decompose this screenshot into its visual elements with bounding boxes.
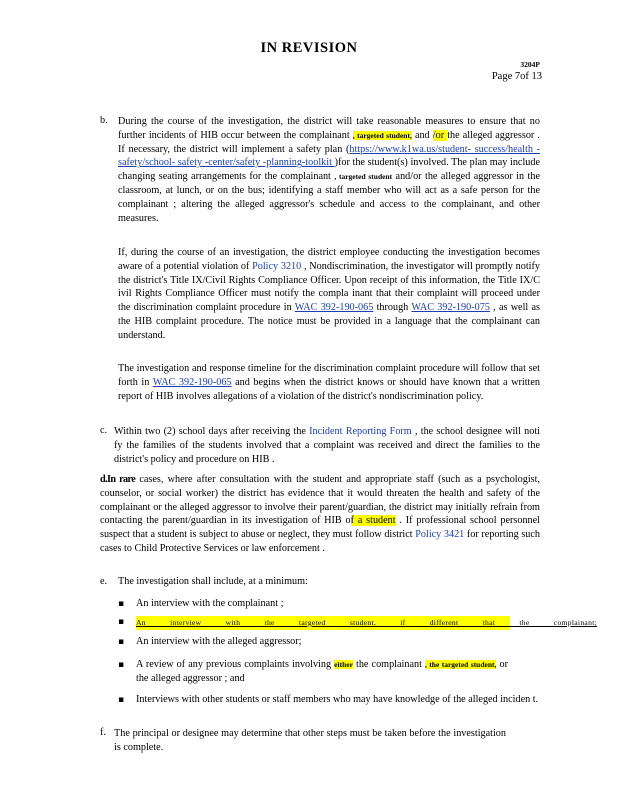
section-d-paragraph [100, 473, 540, 556]
d-text-3: for reporting such cases to Child Protective Services or law enforcement . [100, 529, 540, 554]
list-item-highlight-targeted-student: , the targeted student, [425, 660, 497, 669]
bullet-icon: ▪ [118, 660, 125, 670]
bullet-icon: ▪ [118, 599, 125, 609]
list-item [118, 597, 540, 612]
page-title: IN REVISION [260, 40, 358, 56]
list-item-text: or the alleged aggressor ; and [136, 659, 508, 684]
b2-text-4: , as well as the HIB complaint procedure. The notice must be provided in a language that the complainant can understand. [118, 302, 540, 341]
section-b-marker: b. [100, 115, 108, 126]
list-item-text: A review of any previous complaints involving [136, 659, 335, 670]
b-highlight-targeted-student: , targeted student, [352, 130, 412, 140]
d-highlight-of-a-student: f a student [350, 515, 396, 527]
bullet-icon: ▪ [118, 695, 125, 705]
procedure-code: 3204P [520, 60, 540, 69]
b-text-5: and/or the alleged aggressor in the classroom, at lunch, or on the bus; identifying a staff member who will act as a safe person for the complainant ; altering the alleged aggressor's schedule and access to the complainant, and other measures. [118, 171, 540, 224]
section-b-paragraph [118, 115, 540, 225]
list-item [118, 693, 540, 708]
c-text-1: Within two (2) school days after receiving the [114, 426, 310, 437]
b2-text-2: , Nondiscrimination, the investigator will promptly notify the district's Title IX/Civil Rights Compliance Officer. Upon receipt of this information, the Title IX/C ivil Rights Compliance Officer must notify the compla inant that their complaint will proceed under the discrimination complaint procedure in [118, 260, 540, 314]
b3-text-1: The investigation and response timeline for the discrimination complaint procedure will follow that set forth in [118, 363, 540, 388]
b2-text-3: through [373, 302, 412, 314]
section-e-marker: e. [100, 576, 108, 587]
d-text-1: cases, where after consultation with the student and appropriate staff (such as a psychologist, counselor, or social worker) the district has evidence that it would threaten the health and safety of the complainant or the alleged aggressor to involve their parent/guardian, the district may initially refrain from contacting the parent/guardian in its investigation of HIB o [100, 474, 540, 527]
section-e-intro: The investigation shall include, at a minimum: [118, 576, 308, 587]
b-text-3: the alleged aggressor . If necessary, the district will implement a safety plan ( [118, 129, 540, 155]
list-item [118, 635, 540, 650]
b2-text-1: If, during the course of an investigation, the district employee conducting the investigation becomes aware of a potential violation of [118, 247, 540, 272]
section-b-paragraph-3 [118, 362, 540, 403]
safety-planning-toolkit-link[interactable]: https://www.k1wa.us/student- success/health -safety/school- safety -center/safety -planning-toolkit [118, 143, 541, 169]
b3-text-2: and begins when the district knows or should have known that a written report of HIB involves allegations of a violation of the district's nondiscrimination policy. [118, 376, 540, 402]
b-targeted-student: , targeted student [334, 172, 393, 182]
bullet-icon: ▪ [118, 617, 125, 627]
wac-392-190-065-link[interactable]: WAC 392-190-065 [294, 302, 374, 314]
section-f-paragraph: The principal or designee may determine that other steps must be taken before the investigation is complete. [114, 728, 506, 753]
policy-3421-link[interactable]: Policy 3421 [415, 529, 465, 541]
section-f-marker: f. [100, 727, 106, 738]
b-text-2: and [411, 129, 433, 141]
c-text-2: , the school designee will noti fy the families of the students involved that a complaint was received and direct the families to the district's policy and procedure on HIB . [114, 426, 541, 465]
d-text-2: . If professional school personnel suspect that a student is subject to abuse or neglect, they must follow district [100, 515, 541, 541]
wac-392-190-065-link-2[interactable]: WAC 392-190-065 [152, 376, 232, 388]
policy-3210-link[interactable]: Policy 3210 [252, 260, 302, 272]
list-item-text: the complainant [352, 659, 425, 670]
section-c-marker: c. [100, 425, 108, 436]
list-item-text: An interview with the complainant ; [136, 598, 284, 609]
b-text-4: )for the student(s) involved. The plan may include changing seating arrangements for the complainant [118, 157, 540, 183]
list-item [118, 658, 508, 684]
list-item-highlight-either: either [334, 660, 353, 669]
page-number: Page 7of 13 [491, 71, 542, 82]
list-item [118, 615, 598, 630]
section-d-marker: d.In rare [100, 474, 136, 485]
b-highlight-or: /or [432, 129, 448, 141]
wac-392-190-075-link[interactable]: WAC 392-190-075 [411, 302, 490, 314]
list-item-highlight: An interview with the targeted student, if different that the complainant; [136, 616, 510, 630]
list-item-text: Interviews with other students or staff members who may have knowledge of the alleged inciden t. [136, 694, 539, 705]
section-b-paragraph-2 [118, 246, 540, 343]
b-text-1: During the course of the investigation, the district will take reasonable measures to ensure that no further incidents of HIB occur between the complainant [118, 116, 540, 141]
section-c-paragraph [114, 425, 540, 466]
list-item-text: An interview with the alleged aggressor; [136, 636, 302, 647]
bullet-icon: ▪ [118, 637, 125, 647]
incident-reporting-form-link[interactable]: Incident Reporting Form [309, 426, 412, 437]
